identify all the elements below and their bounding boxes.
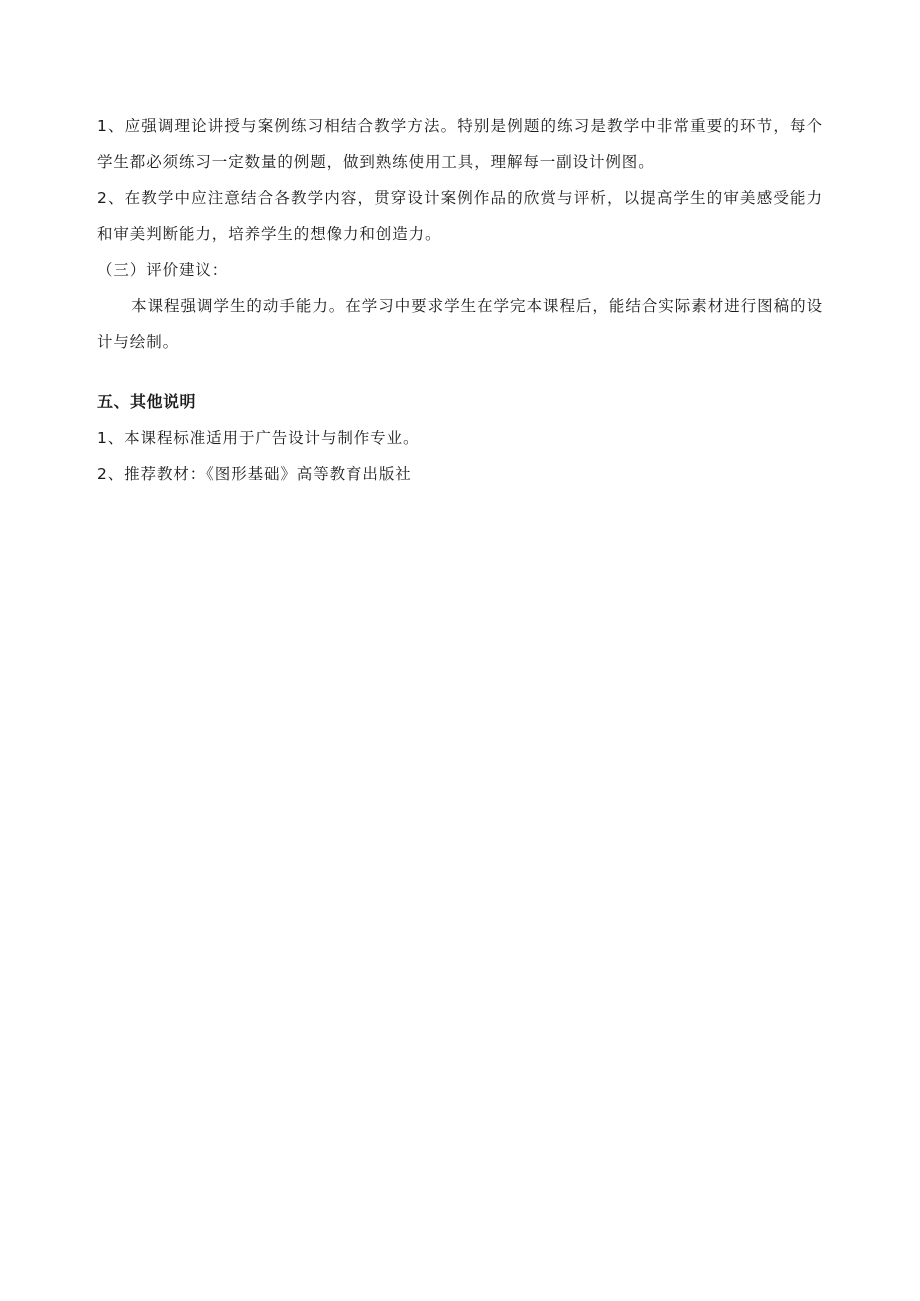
page-content [97, 108, 823, 492]
teaching-suggestion-item-1: 1、应强调理论讲授与案例练习相结合教学方法。特别是例题的练习是教学中非常重要的环节，每个学生都必须练习一定数量的例题，做到熟练使用工具，理解每一副设计例图。 [97, 117, 823, 171]
evaluation-heading: （三）评价建议： [97, 261, 229, 279]
other-notes-item-2: 2、推荐教材：《图形基础》高等教育出版社 [97, 465, 412, 483]
other-notes-item-1: 1、本课程标准适用于广告设计与制作专业。 [97, 429, 420, 447]
teaching-suggestion-item-2: 2、在教学中应注意结合各教学内容，贯穿设计案例作品的欣赏与评析，以提高学生的审美感受能力和审美判断能力，培养学生的想像力和创造力。 [97, 189, 823, 243]
other-notes-heading: 五、其他说明 [97, 392, 197, 411]
evaluation-body: 本课程强调学生的动手能力。在学习中要求学生在学完本课程后，能结合实际素材进行图稿的设计与绘制。 [97, 297, 823, 351]
